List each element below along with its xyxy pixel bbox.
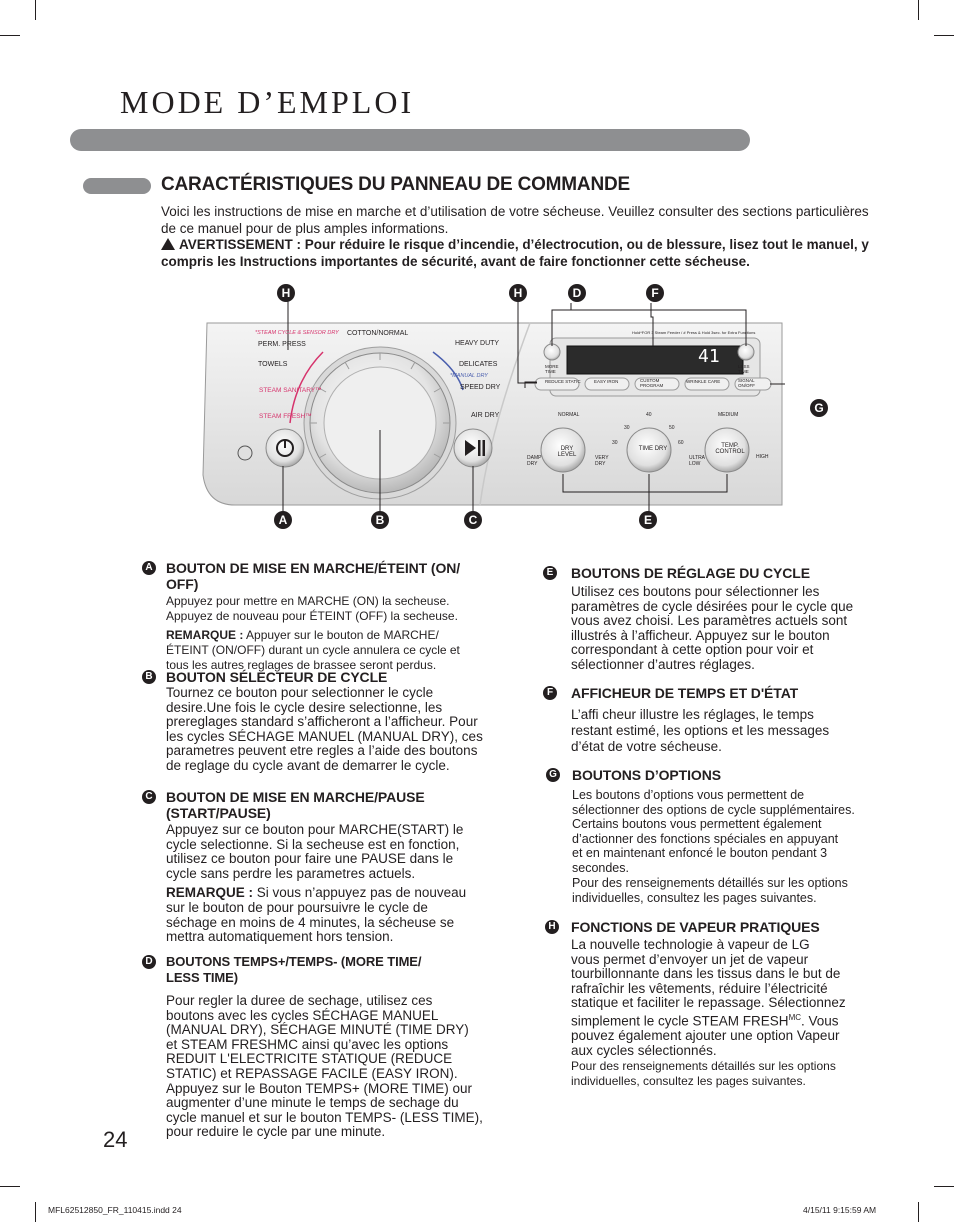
steam-cycle-note: *STEAM CYCLE & SENSOR DRY — [255, 330, 339, 336]
intro-text: Voici les instructions de mise en marche et d’utilisation de votre sécheuse. Veuillez consulter des sections particulières de ce manuel pour de plus amples informations. — [161, 204, 869, 236]
time-dry-label: TIME DRY — [638, 446, 668, 452]
item-body: Pour regler la duree de sechage, utilisez ces boutons avec les cycles SÉCHAGE MANUEL (MANUAL DRY), SÉCHAGE MINUTÉ (TIME DRY) et STEAM FRESHMC ainsi qu’avec les options REDUIT L'ELECTRICITE STATIQUE (REDUCE STATIC) et REPASSAGE FACILE (EASY IRON). Appuyez sur le Bouton TEMPS+ (MORE TIME) our augmenter d’une minute le temps de sechage du cycle manuel et sur le bouton TEMPS- (LESS TIME), pour reduire le cycle par une minute. — [166, 993, 483, 1140]
item-body: Appuyez sur ce bouton pour MARCHE(START) le cycle selectionne. Si la secheuse est en fonction, utilisez ce bouton pour faire une PAUSE dans le cycle sans perdre les parametres actuels. — [166, 822, 464, 881]
high-label: HIGH — [756, 454, 769, 460]
ultra-low-label: ULTRA LOW — [689, 455, 705, 467]
custom-program-label: CUSTOM PROGRAM — [640, 378, 664, 388]
heavy-duty-label: HEAVY DUTY — [455, 340, 500, 347]
section-pill — [83, 178, 151, 194]
badge-d: D — [142, 955, 156, 969]
t30a-label: 30 — [624, 425, 630, 431]
perm-press-label: PERM. PRESS — [258, 341, 306, 348]
item-cycle-settings — [571, 565, 901, 673]
damp-dry-label: DAMP DRY — [527, 455, 542, 467]
towels-label: TOWELS — [258, 361, 288, 368]
badge-f: F — [543, 686, 557, 700]
item-body: Utilisez ces boutons pour sélectionner les paramètres de cycle désirées pour le cycle que vous avez choisi. Les paramètres actuels sont illustrés à l’afficheur. Appuyez sur le bouton correspondant à cette option pour voir et sélectionner d’autres réglages. — [571, 584, 854, 672]
manual-dry-label: *MANUAL DRY — [450, 373, 488, 379]
crop-mark — [35, 1202, 36, 1222]
item-title: BOUTONS D’OPTIONS — [572, 767, 721, 783]
item-extra: Pour des renseignements détaillés sur les options individuelles, consultez les pages suivantes. — [571, 1059, 836, 1089]
badge-b: B — [142, 670, 156, 684]
wrinkle-care-label: WRINKLE CARE — [686, 379, 721, 384]
item-title: BOUTON DE MISE EN MARCHE/PAUSE (START/PAUSE) — [166, 789, 425, 821]
crop-mark — [934, 35, 954, 36]
very-dry-label: VERY DRY — [595, 455, 609, 467]
badge-e: E — [543, 566, 557, 580]
item-body: L’affi cheur illustre les réglages, le temps restant estimé, les options et les messages d’état de votre sécheuse. — [571, 707, 830, 754]
item-title: BOUTONS DE RÉGLAGE DU CYCLE — [571, 565, 810, 581]
section-title: CARACTÉRISTIQUES DU PANNEAU DE COMMANDE — [161, 174, 630, 195]
item-more-less-time — [166, 954, 496, 1140]
dry-level-label: DRY LEVEL — [557, 446, 577, 458]
badge-g: G — [546, 768, 560, 782]
item-body: Appuyez pour mettre en MARCHE (ON) la secheuse. Appuyez de nouveau pour ÉTEINT (OFF) la secheuse. — [166, 594, 458, 623]
intro-paragraph — [161, 204, 881, 270]
item-power-button — [166, 560, 496, 673]
warning-text: AVERTISSEMENT : Pour réduire le risque d’incendie, d’électrocution, ou de blessure, lisez tout le manuel, y compris les Instructions importantes de sécurité, avant de faire fonctionner cette sécheuse. — [161, 237, 869, 269]
badge-h: H — [545, 920, 559, 934]
page-title: MODE D’EMPLOI — [120, 84, 415, 120]
hold-note: Hold*FOR 3 Steam Feeder / # Press & Hold 3sec. for Extra Functions — [632, 330, 756, 335]
item-title: BOUTON SÉLECTEUR DE CYCLE — [166, 669, 388, 685]
steam-sanitary-label: STEAM SANITARY™ — [259, 387, 322, 394]
item-steam-functions — [571, 919, 901, 1089]
crop-mark — [918, 1202, 919, 1222]
item-body: Tournez ce bouton pour selectionner le cycle desire.Une fois le cycle desire selectionne, les prereglages standard s’afficheront a l’afficheur. Pour les cycles SÉCHAGE MANUEL (MANUAL DRY), ces parametres peuvent etre regles a l’aide des boutons de reglage du cycle avant de demarrer le cycle. — [166, 685, 483, 773]
display-digits: 41 — [698, 346, 720, 367]
footer-file: MFL62512850_FR_110415.indd 24 — [48, 1205, 182, 1215]
item-title: AFFICHEUR DE TEMPS ET D'ÉTAT — [571, 685, 799, 701]
callout-h-left: H — [277, 284, 295, 302]
callout-a: A — [274, 511, 292, 529]
crop-mark — [35, 0, 36, 20]
item-body: La nouvelle technologie à vapeur de LG vous permet d’envoyer un jet de vapeur tourbillonnante dans les tissus dans le but de rafraîchir les vêtements, réduire l’électricité statique et faciliter le repassage. Sélectionnez simplement le cycle STEAM $FRESH^{MC}$. Vous pouvez également ajouter une option Vapeur aux cycles sélectionnés. — [571, 937, 846, 1058]
page-number: 24 — [103, 1127, 128, 1152]
footer-timestamp: 4/15/11 9:15:59 AM — [803, 1205, 877, 1215]
crop-mark — [0, 1186, 20, 1187]
t40-label: 40 — [646, 412, 652, 418]
callout-f: F — [646, 284, 664, 302]
reduce-static-label: REDUCE STATIC — [545, 379, 581, 384]
item-title: BOUTON DE MISE EN MARCHE/ÉTEINT (ON/ OFF) — [166, 560, 461, 592]
normal-label: NORMAL — [558, 412, 580, 418]
item-note: REMARQUE : Appuyer sur le bouton de MARCHE/ ÉTEINT (ON/OFF) durant un cycle annulera ce cycle et tous les autres reglages de brassee seront perdus. — [166, 628, 460, 672]
item-start-pause — [166, 789, 496, 945]
cotton-normal-label: COTTON/NORMAL — [347, 330, 409, 337]
delicates-label: DELICATES — [459, 361, 498, 368]
t30b-label: 30 — [612, 440, 618, 446]
less-time-label: LESS TIME — [738, 364, 750, 374]
badge-c: C — [142, 790, 156, 804]
item-title: BOUTONS TEMPS+/TEMPS- (MORE TIME/ LESS TIME) — [166, 954, 422, 985]
temp-control-label: TEMP. CONTROL — [715, 443, 745, 455]
callout-c: C — [464, 511, 482, 529]
badge-a: A — [142, 561, 156, 575]
callout-d: D — [568, 284, 586, 302]
more-time-label: MORE TIME — [545, 364, 559, 374]
callout-g: G — [810, 399, 828, 417]
crop-mark — [934, 1186, 954, 1187]
item-display — [571, 685, 901, 755]
callout-e: E — [639, 511, 657, 529]
item-extra: Pour des renseignements détaillés sur les options individuelles, consultez les pages suivantes. — [572, 876, 848, 905]
item-options — [572, 767, 902, 905]
t50-label: 50 — [669, 425, 675, 431]
title-bar — [70, 129, 750, 151]
speed-dry-label: SPEED DRY — [460, 384, 501, 391]
item-cycle-selector — [166, 669, 496, 774]
item-note: REMARQUE : Si vous n’appuyez pas de nouveau sur le bouton de pour poursuivre le cycle de séchage en moins de 4 minutes, la sécheuse se mettra automatiquement hors tension. — [166, 885, 467, 945]
item-title: FONCTIONS DE VAPEUR PRATIQUES — [571, 919, 820, 935]
steam-fresh-label: STEAM FRESH™ — [259, 413, 312, 420]
item-body: Les boutons d’options vous permettent de sélectionner des options de cycle supplémentaires. Certains boutons vous permettent également d’actionner des fonctions spéciales en appuyant et en maintenant enfoncé le bouton pendant 3 secondes. — [572, 788, 855, 875]
t60-label: 60 — [678, 440, 684, 446]
easy-iron-label: EASY IRON — [594, 379, 619, 384]
crop-mark — [0, 35, 20, 36]
air-dry-label: AIR DRY — [471, 412, 500, 419]
callout-b: B — [371, 511, 389, 529]
signal-label: SIGNAL ON/OFF — [738, 378, 755, 388]
crop-mark — [918, 0, 919, 20]
warning-icon — [161, 238, 175, 250]
control-panel-illustration — [195, 280, 785, 530]
callout-h-right: H — [509, 284, 527, 302]
medium-label: MEDIUM — [718, 412, 739, 418]
